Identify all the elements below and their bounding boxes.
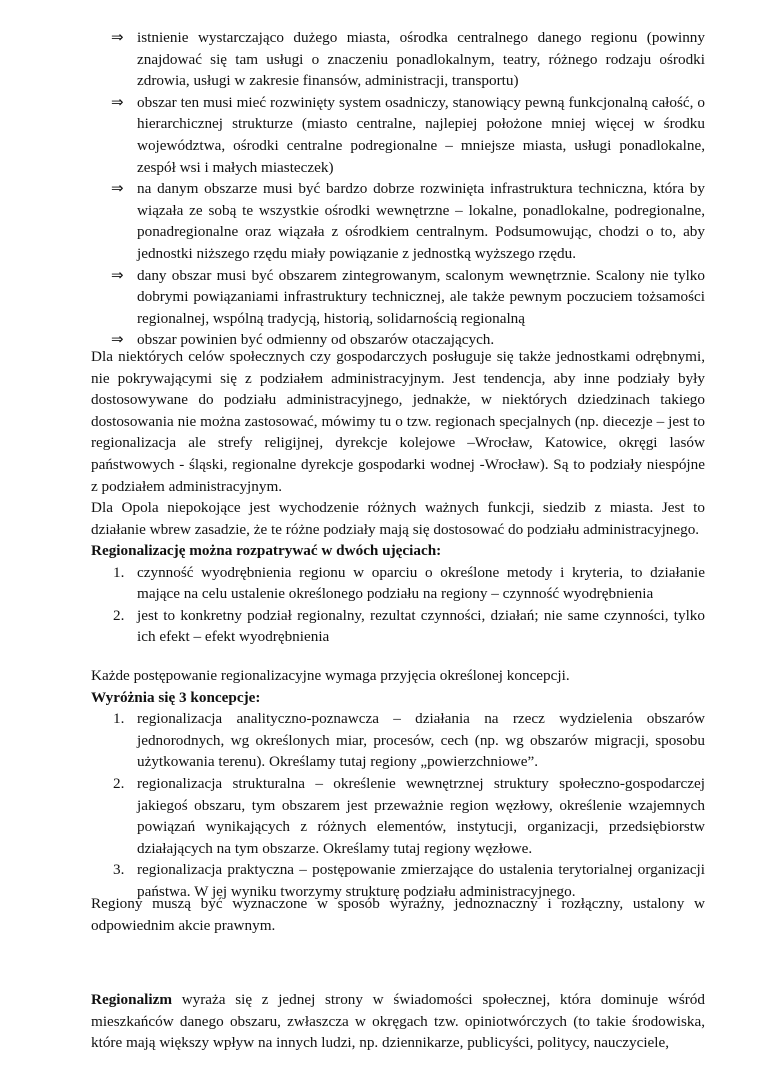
list-number: 1.: [113, 563, 125, 581]
list-number: 2.: [113, 606, 125, 624]
list-item: [91, 562, 705, 605]
list-number: 1.: [113, 710, 125, 728]
paragraph: Regiony muszą być wyznaczone w sposób wyraźny, jednoznaczny i rozłączny, ustalony w odpowiednim akcie prawnym.: [91, 895, 705, 934]
arrow-icon: ⇒: [111, 180, 124, 198]
list-text: czynność wyodrębnienia regionu w oparciu o określone metody i kryteria, to działanie mające na celu ustalenie określonego podziału na regiony – czynność wyodrębnienia: [137, 563, 705, 603]
list-item: [91, 773, 705, 859]
arrow-icon: ⇒: [111, 93, 124, 111]
arrow-icon: ⇒: [111, 29, 124, 46]
list-number: 3.: [113, 861, 125, 879]
paragraph-text: wyraża się z jednej strony w świadomości społecznej, która dominuje wśród mieszkańców danego obszaru, zwłaszcza w okręgach tzw. opiniotwórczych (to takie środowiska, które mają większy wpływ na innych ludzi, np. dziennikarze, publicyści, politycy, nauczyciele,: [91, 991, 705, 1052]
bullet-text: obszar powinien być odmienny od obszarów otaczających.: [137, 331, 495, 349]
paragraph: Dla niektórych celów społecznych czy gospodarczych posługuje się także jednostkami odrębnymi, nie pokrywającymi się z podziałem administracyjnym. Jest tendencja, aby inne podziały były dostosowywane do podziału administracyjnego, jednakże, w niektórych dziedzinach takiego dostosowania nie można zastosować, mówimy tu o tzw. regionach specjalnych (np. diecezje – jest to regionalizacja ale strefy religijnej, dyrekcje kolejowe –Wrocław, Katowice, okręgi lasów państwowych - śląski, regionalne dyrekcje gospodarki wodnej -Wrocław). Są to podziały niespójne z podziałem administracyjnym.: [91, 348, 705, 495]
concepts-section: [91, 665, 705, 903]
list-text: regionalizacja analityczno-poznawcza – działania na rzecz wydzielenia obszarów jednorodnych, wg określonych miar, procesów, cech (np. wg obszarów migracji, sposobu użytkowania terenu). Określamy tutaj regiony „powierzchniowe”.: [137, 710, 705, 771]
section-heading: [91, 687, 705, 709]
term-bold: Regionalizm: [91, 991, 172, 1008]
list-text: regionalizacja praktyczna – postępowanie zmierzające do ustalenia terytorialnej organizacji państwa. W jej wyniku tworzymy strukturę podziału administracyjnego.: [137, 861, 705, 900]
list-text: jest to konkretny podział regionalny, rezultat czynności, działań; nie same czynności, tylko ich efekt – efekt wyodrębnienia: [137, 606, 705, 646]
list-number: 2.: [113, 774, 125, 792]
list-item: [91, 178, 705, 264]
arrow-icon: ⇒: [111, 266, 124, 284]
special-regions-section: [91, 346, 705, 540]
heading-text: Wyróżnia się 3 koncepcje:: [91, 688, 261, 706]
list-item: [91, 27, 705, 92]
list-item: [91, 265, 705, 330]
regions-paragraph-section: [91, 893, 705, 936]
list-text: regionalizacja strukturalna – określenie wewnętrznej struktury społeczno-gospodarczej jakiegoś obszaru, tym obszarem jest przeważnie region węzłowy, określenie wzajemnych powiązań wynikających z różnych elementów, instytucji, organizacji, przedsiębiorstw działających na tym obszarze. Określamy tutaj regiony węzłowe.: [137, 774, 705, 857]
list-item: [91, 708, 705, 773]
list-item: [91, 92, 705, 178]
list-item: [91, 605, 705, 648]
paragraph: Każde postępowanie regionalizacyjne wymaga przyjęcia określonej koncepcji.: [91, 667, 570, 684]
regionalism-section: [91, 989, 705, 1054]
bullet-text: na danym obszarze musi być bardzo dobrze rozwinięta infrastruktura techniczna, która by wiązała ze sobą te wszystkie ośrodki wewnętrzne – lokalne, ponadlokalne, podregionalne, ponadregionalne oraz wiązała z ośrodkiem centralnym. Podsumowując, chodzi o to, aby jednostki niższego rzędu miały powiązanie z jednostką wyższego rzędu.: [137, 180, 705, 262]
section-heading: [91, 540, 705, 562]
regionalization-section: [91, 540, 705, 648]
criteria-list: [91, 27, 705, 351]
arrow-icon: ⇒: [111, 331, 124, 349]
heading-text: Regionalizację można rozpatrywać w dwóch ujęciach:: [91, 542, 442, 559]
paragraph: [91, 989, 705, 1054]
bullet-text: dany obszar musi być obszarem zintegrowanym, scalonym wewnętrznie. Scalony nie tylko dobrymi powiązaniami infrastruktury technicznej, ale także pewnym poczuciem tożsamości regionalnej, wspólną tradycją, historią, solidarnością regionalną: [137, 266, 705, 327]
bullet-text: istnienie wystarczająco dużego miasta, ośrodka centralnego danego regionu (powinny znajdować się tam usługi o znaczeniu ponadlokalnym, teatry, różnego rodzaju ośrodki zdrowia, usługi w zakresie finansów, administracji, transportu): [137, 29, 705, 90]
bullet-text: obszar ten musi mieć rozwinięty system osadniczy, stanowiący pewną funkcjonalną całość, o hierarchicznej strukturze (miasto centralne, najlepiej położone mniej więcej w środku województwa, ośrodki centralne podregionalne – mniejsze miasta, usługi ponadlokalne, zespół wsi i małych miasteczek): [137, 93, 705, 176]
paragraph: Dla Opola niepokojące jest wychodzenie różnych ważnych funkcji, siedzib z miasta. Jest to działanie wbrew zasadzie, że te różne podziały mają się dostosować do podziału administracyjnego.: [91, 499, 705, 538]
